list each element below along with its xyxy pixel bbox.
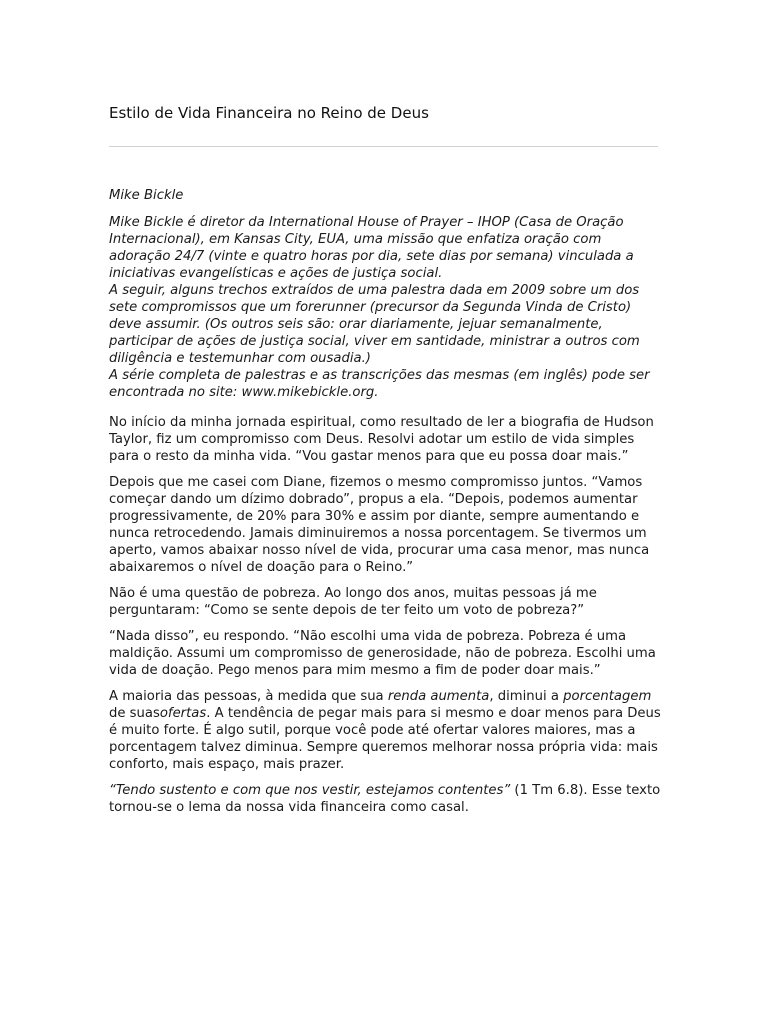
emphasis: porcentagem — [563, 689, 652, 704]
paragraph — [109, 688, 661, 773]
text-run: , diminui a — [489, 689, 564, 704]
text-run: (1 Tm 6.8). Esse texto tornou-se o lema da nossa vida financeira como casal. — [109, 783, 661, 815]
author-name: Mike Bickle — [109, 188, 184, 203]
document-title: Estilo de Vida Financeira no Reino de Deus — [109, 104, 429, 122]
text-run: A maioria das pessoas, à medida que sua — [109, 689, 388, 704]
document-body — [109, 187, 661, 816]
title-divider — [109, 146, 658, 147]
paragraph — [109, 782, 661, 816]
text-run: de suas — [109, 706, 160, 721]
bible-quote: “Tendo sustento e com que nos vestir, estejamos contentes” — [109, 783, 511, 798]
paragraph: Depois que me casei com Diane, fizemos o mesmo compromisso juntos. “Vamos começar dando um dízimo dobrado”, propus a ela. “Depois, podemos aumentar progressivamente, de 20% para 30% e assim por diante, sempre aumentando e nunca retrocedendo. Jamais diminuiremos a nossa porcentagem. Se tivermos um aperto, vamos abaixar nosso nível de vida, procurar uma casa menor, mas nunca abaixaremos o nível de doação para o Reino.” — [109, 475, 650, 575]
emphasis: renda aumenta — [387, 689, 490, 704]
paragraph: Não é uma questão de pobreza. Ao longo dos anos, muitas pessoas já me perguntaram: “Como se sente depois de ter feito um voto de pobreza?” — [109, 586, 597, 618]
text-run: . A tendência de pegar mais para si mesmo e doar menos para Deus é muito forte. É algo sutil, porque você pode até ofertar valores maiores, mas a porcentagem talvez diminua. Sempre queremos melhorar nossa própria vida: mais conforto, mais espaço, mais prazer. — [109, 706, 661, 772]
intro-line: A série completa de palestras e as transcrições das mesmas (em inglês) pode ser encontrada no site: www.mikebickle.org. — [109, 368, 650, 400]
author-intro — [109, 214, 661, 401]
paragraph: No início da minha jornada espiritual, como resultado de ler a biografia de Hudson Taylor, fiz um compromisso com Deus. Resolvi adotar um estilo de vida simples para o resto da minha vida. “Vou gastar menos para que eu possa doar mais.” — [109, 415, 654, 464]
intro-line: A seguir, alguns trechos extraídos de uma palestra dada em 2009 sobre um dos sete compromissos que um forerunner (precursor da Segunda Vinda de Cristo) deve assumir. (Os outros seis são: orar diariamente, jejuar semanalmente, participar de ações de justiça social, viver em santidade, ministrar a outros com diligência e testemunhar com ousadia.) — [109, 283, 640, 366]
emphasis: ofertas — [159, 706, 207, 721]
paragraph: “Nada disso”, eu respondo. “Não escolhi uma vida de pobreza. Pobreza é uma maldição. Assumi um compromisso de generosidade, não de pobreza. Escolhi uma vida de doação. Pego menos para mim mesmo a fim de poder doar mais.” — [109, 629, 656, 678]
intro-line: Mike Bickle é diretor da International House of Prayer – IHOP (Casa de Oração Internacional), em Kansas City, EUA, uma missão que enfatiza oração com adoração 24/7 (vinte e quatro horas por dia, sete dias por semana) vinculada a iniciativas evangelísticas e ações de justiça social. — [109, 215, 634, 281]
